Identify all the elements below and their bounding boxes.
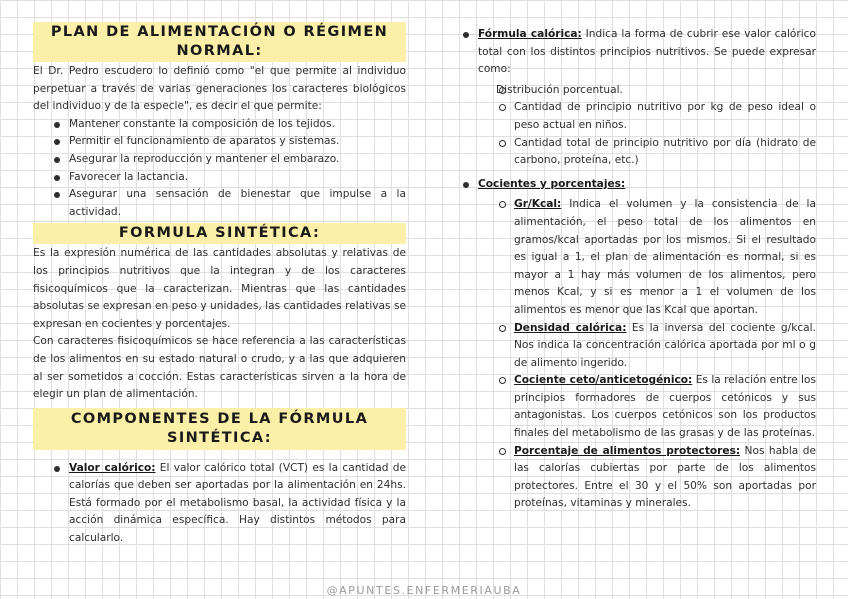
term-valor-calorico: Valor calórico:: [69, 461, 156, 474]
cocientes-list: [460, 176, 816, 194]
heading-componentes: COMPONENTES DE LA FÓRMULA SINTÉTICA:: [33, 408, 406, 450]
right-column: [460, 26, 816, 513]
sub-item: Distribución porcentual.: [460, 82, 816, 100]
sub-item: Cantidad total de principio nutritivo por día (hidrato de carbono, proteína, etc.): [460, 135, 816, 170]
footer-watermark: @APUNTES.ENFERMERIAUBA: [326, 584, 522, 597]
term-alimentos-protectores: Porcentaje de alimentos protectores:: [514, 444, 741, 457]
valor-calorico-text: El valor calórico total (VCT) es la cantidad de calorías que deben ser aportadas por la alimentación en 24hs. Está formado por el metabolismo basal, la actividad física y la acción dinámica específica. Hay distintos métodos para calcularlo.: [69, 461, 407, 545]
heading-formula-sintetica: FORMULA SINTÉTICA:: [33, 223, 406, 244]
term-gr-kcal: Gr/Kcal:: [514, 198, 562, 211]
sub-item-gr-kcal: [460, 196, 816, 319]
gr-kcal-text: Indica el volumen y la consistencia de la alimentación, el peso total de los alimentos en gramos/kcal aportadas por los mismos. Si el resultado es igual a 1, el plan de alimentación es normal, si es mayor a 1 hay más volumen de los alimentos, pero menos Kcal, y si es menor a 1 el volumen de los alimentos es menor que las Kcal que aportan.: [514, 198, 816, 316]
densidad-calorica-text: Es la inversa del cociente g/kcal. Nos indica la concentración calórica aportada por ml o g de alimento ingerido.: [514, 321, 816, 369]
formula-paragraph-1: Es la expresión numérica de las cantidades absolutas y relativas de los principios nutritivos que la integran y de los caracteres fisicoquímicos que la caracterizan. Mientras que las cantidades absolutas se expresan en peso y unidades, las cantidades relativas se expresan en cocientes y porcentajes.: [33, 247, 406, 330]
intro-paragraph: El Dr. Pedro escudero lo definió como "el que permite al individuo perpetuar a través de varias generaciones los caracteres biológicos del individuo y de la especie", es decir el que permite:: [33, 65, 406, 113]
list-item: Permitir el funcionamiento de aparatos y sistemas.: [33, 133, 406, 151]
sub-item-alimentos-protectores: [460, 443, 816, 513]
left-column: [33, 22, 406, 548]
formula-calorica-list: [460, 26, 816, 79]
list-item-valor-calorico: [33, 460, 406, 548]
formula-calorica-text: Indica la forma de cubrir ese valor calórico total con los distintos principios nutritivos. Se puede expresar como:: [478, 28, 816, 76]
cociente-ceto-text: Es la relación entre los principios formadores de cuerpos cetónicos y sus antagonistas. Los cuerpos cetónicos son los productos finales del metabolismo de las grasas y de las proteínas.: [514, 374, 816, 440]
cocientes-sublist: [460, 196, 816, 513]
term-cociente-ceto: Cociente ceto/anticetogénico:: [514, 374, 693, 387]
alimentos-protectores-text: Nos habla de las calorías cubiertas por parte de los alimentos protectores. Entre el 30 y el 50% son aportadas por proteínas, vitaminas y minerales.: [514, 444, 816, 510]
sub-item-densidad-calorica: [460, 320, 816, 373]
term-cocientes: Cocientes y porcentajes:: [478, 177, 626, 190]
term-densidad-calorica: Densidad calórica:: [514, 321, 627, 334]
list-item: Asegurar una sensación de bienestar que impulse a la actividad.: [33, 186, 406, 221]
list-item: Favorecer la lactancia.: [33, 169, 406, 187]
sub-item-cociente-ceto: [460, 372, 816, 442]
list-item: Asegurar la reproducción y mantener el embarazo.: [33, 151, 406, 169]
sub-item: Cantidad de principio nutritivo por kg de peso ideal o peso actual en niños.: [460, 99, 816, 134]
objectives-list: [33, 116, 406, 222]
list-item-cocientes: [460, 176, 816, 194]
components-list: [33, 460, 406, 548]
formula-calorica-sublist: [460, 82, 816, 170]
list-item-formula-calorica: [460, 26, 816, 79]
term-formula-calorica: Fórmula calórica:: [478, 28, 582, 40]
formula-paragraph-2: Con caracteres fisicoquímicos se hace referencia a las características de los alimentos en su estado natural o crudo, y a las que adquieren al ser sometidos a cocción. Estas características sirven a la hora de elegir un plan de alimentación.: [33, 335, 406, 401]
list-item: Mantener constante la composición de los tejidos.: [33, 116, 406, 134]
heading-plan-alimentacion: PLAN DE ALIMENTACIÓN O RÉGIMEN NORMAL:: [33, 22, 406, 62]
